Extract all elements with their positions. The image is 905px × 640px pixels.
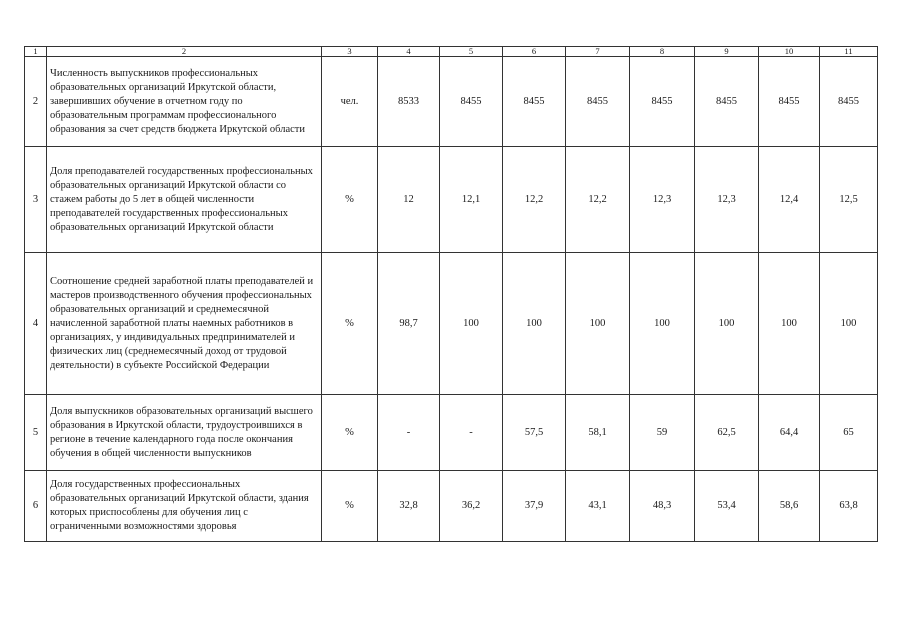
value-cell: 8455 [440, 57, 503, 147]
value-cell: 8455 [566, 57, 630, 147]
table-row [25, 395, 878, 471]
header-cell: 7 [566, 47, 630, 57]
value-cell: 100 [630, 253, 695, 395]
table-row [25, 471, 878, 542]
unit-cell: % [322, 147, 378, 253]
indicator-name: Доля государственных профессиональных образовательных организаций Иркутской области, здания которых приспособлены для обучения лиц с ограниченными возможностями здоровья [47, 471, 322, 542]
value-cell: 43,1 [566, 471, 630, 542]
indicator-name: Численность выпускников профессиональных образовательных организаций Иркутской области, завершивших обучение в отчетном году по образовательным программам профессионального образования за счет средств бюджета Иркутской области [47, 57, 322, 147]
header-cell: 1 [25, 47, 47, 57]
value-cell: 8455 [759, 57, 820, 147]
value-cell: 100 [440, 253, 503, 395]
value-cell: 100 [820, 253, 878, 395]
value-cell: 12,4 [759, 147, 820, 253]
header-cell: 2 [47, 47, 322, 57]
value-cell: 8455 [820, 57, 878, 147]
indicator-name: Доля преподавателей государственных профессиональных образовательных организаций Иркутской области со стажем работы до 5 лет в общей численности преподавателей государственных профессиональных образовательных организаций Иркутской области [47, 147, 322, 253]
value-cell: 58,6 [759, 471, 820, 542]
unit-cell: чел. [322, 57, 378, 147]
header-cell: 6 [503, 47, 566, 57]
table-row [25, 57, 878, 147]
value-cell: 62,5 [695, 395, 759, 471]
value-cell: 12,5 [820, 147, 878, 253]
value-cell: 100 [566, 253, 630, 395]
table-row [25, 253, 878, 395]
value-cell: 37,9 [503, 471, 566, 542]
value-cell: 8533 [378, 57, 440, 147]
value-cell: 59 [630, 395, 695, 471]
header-cell: 9 [695, 47, 759, 57]
value-cell: 100 [695, 253, 759, 395]
value-cell: 100 [503, 253, 566, 395]
indicator-name: Соотношение средней заработной платы преподавателей и мастеров производственного обучения профессиональных образовательных организаций и среднемесячной начисленной заработной платы наемных работников в организациях, у индивидуальных предпринимателей и физических лиц (среднемесячный доход от трудовой деятельности) в субъекте Российской Федерации [47, 253, 322, 395]
row-number: 4 [25, 253, 47, 395]
indicators-table [24, 46, 878, 542]
unit-cell: % [322, 253, 378, 395]
value-cell: 32,8 [378, 471, 440, 542]
value-cell: - [378, 395, 440, 471]
value-cell: 64,4 [759, 395, 820, 471]
header-cell: 8 [630, 47, 695, 57]
value-cell: 12,3 [695, 147, 759, 253]
unit-cell: % [322, 395, 378, 471]
value-cell: - [440, 395, 503, 471]
header-cell: 11 [820, 47, 878, 57]
row-number: 3 [25, 147, 47, 253]
value-cell: 8455 [630, 57, 695, 147]
header-cell: 3 [322, 47, 378, 57]
value-cell: 8455 [695, 57, 759, 147]
row-number: 6 [25, 471, 47, 542]
value-cell: 12,1 [440, 147, 503, 253]
unit-cell: % [322, 471, 378, 542]
value-cell: 48,3 [630, 471, 695, 542]
value-cell: 8455 [503, 57, 566, 147]
row-number: 2 [25, 57, 47, 147]
value-cell: 12,3 [630, 147, 695, 253]
indicator-name: Доля выпускников образовательных организаций высшего образования в Иркутской области, трудоустроившихся в регионе в течение календарного года после окончания обучения в общей численности выпускников [47, 395, 322, 471]
value-cell: 53,4 [695, 471, 759, 542]
header-row [25, 47, 878, 57]
value-cell: 12 [378, 147, 440, 253]
header-cell: 10 [759, 47, 820, 57]
value-cell: 36,2 [440, 471, 503, 542]
value-cell: 65 [820, 395, 878, 471]
value-cell: 57,5 [503, 395, 566, 471]
table-row [25, 147, 878, 253]
value-cell: 12,2 [503, 147, 566, 253]
value-cell: 58,1 [566, 395, 630, 471]
header-cell: 5 [440, 47, 503, 57]
value-cell: 63,8 [820, 471, 878, 542]
value-cell: 100 [759, 253, 820, 395]
value-cell: 98,7 [378, 253, 440, 395]
header-cell: 4 [378, 47, 440, 57]
value-cell: 12,2 [566, 147, 630, 253]
row-number: 5 [25, 395, 47, 471]
